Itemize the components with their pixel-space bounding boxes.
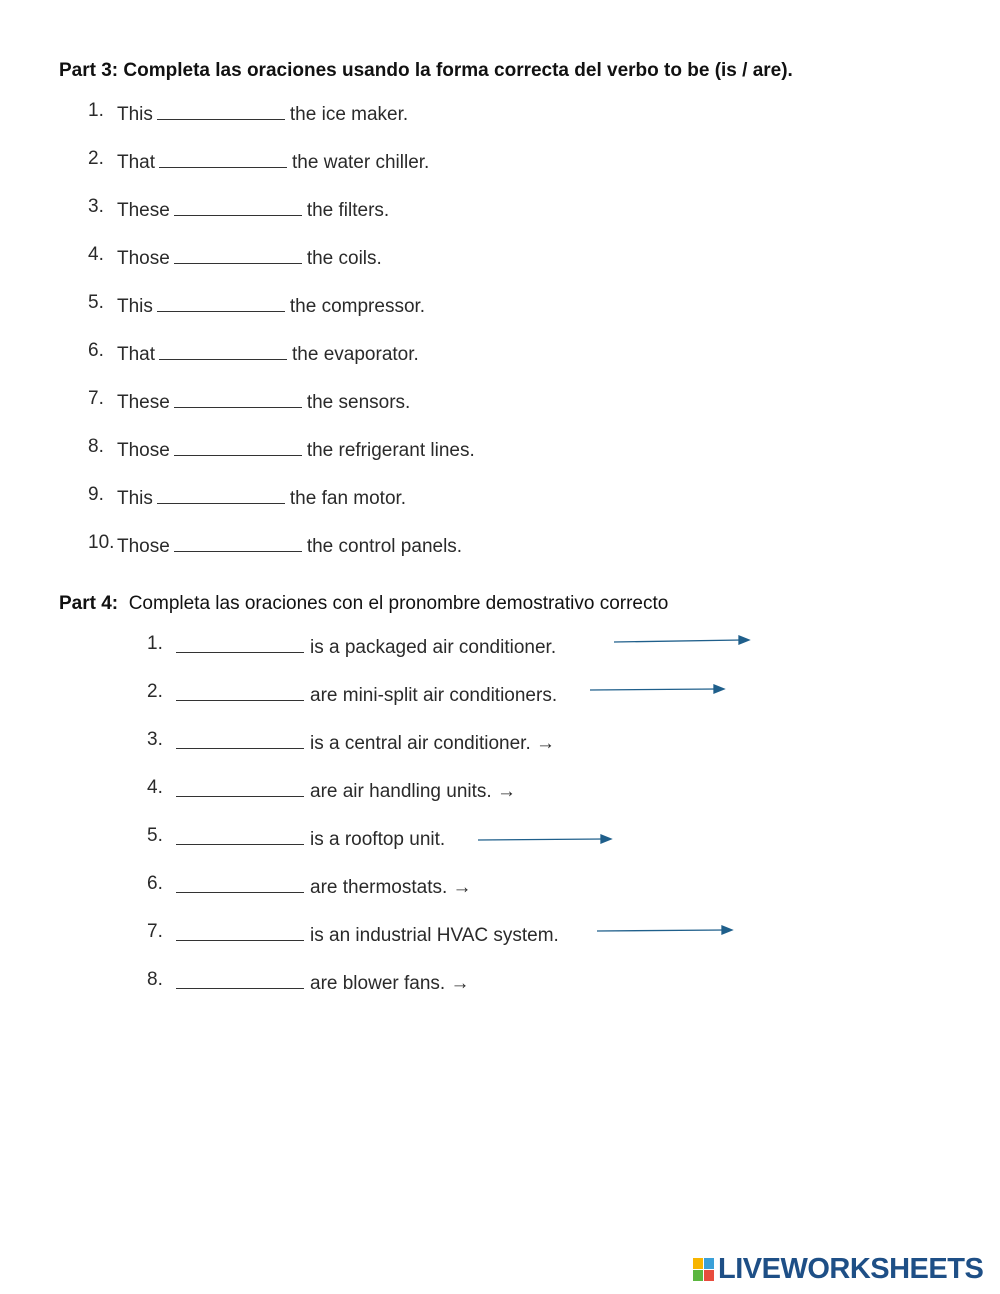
item-subject: These [117,200,170,221]
answer-blank[interactable] [159,339,287,360]
item-number: 7. [88,388,104,409]
item-rest: is a rooftop unit. [310,829,446,850]
answer-blank[interactable] [159,147,287,168]
item-rest: the sensors. [306,392,411,413]
item-rest: the evaporator. [292,344,419,365]
item-number: 5. [147,825,163,846]
item-number: 4. [88,244,104,265]
answer-blank[interactable] [174,387,302,408]
item-number: 8. [88,436,104,457]
answer-blank[interactable] [174,195,302,216]
item-subject: This [117,296,153,317]
answer-blank[interactable] [176,968,304,989]
item-rest: the refrigerant lines. [306,440,475,461]
item-subject: Those [117,440,170,461]
answer-blank[interactable] [176,632,304,653]
item-number: 6. [147,873,163,894]
item-subject: Those [117,536,170,557]
item-subject: That [117,344,156,365]
answer-blank[interactable] [174,243,302,264]
item-number: 3. [88,196,104,217]
item-rest: the fan motor. [289,488,407,509]
part3-heading: Part 3: Completa las oraciones usando la forma correcta del verbo to be (is / are). [59,60,793,81]
arrow-line-icon [478,839,604,840]
item-subject: Those [117,248,170,269]
item-number: 6. [88,340,104,361]
arrow-line-icon [597,930,725,931]
item-subject: These [117,392,170,413]
item-rest: is an industrial HVAC system. [310,925,559,946]
answer-blank[interactable] [157,483,285,504]
item-rest: is a packaged air conditioner. [310,637,557,658]
arrow-line-icon [590,689,717,690]
answer-blank[interactable] [176,680,304,701]
arrow-head-icon [714,685,724,693]
part4-label: Part 4: [59,593,119,614]
item-rest: the coils. [306,248,382,269]
item-number: 5. [88,292,104,313]
item-subject: That [117,152,156,173]
answer-blank[interactable] [176,824,304,845]
item-subject: This [117,104,153,125]
item-rest: the water chiller. [292,152,430,173]
item-number: 1. [88,100,104,121]
arrow-head-icon [601,835,611,843]
answer-blank[interactable] [176,728,304,749]
item-rest: is a central air conditioner. → [310,733,556,754]
item-number: 9. [88,484,104,505]
answer-blank[interactable] [157,291,285,312]
item-rest: are air handling units. → [310,781,516,802]
item-subject: This [117,488,153,509]
answer-blank[interactable] [176,776,304,797]
item-number: 3. [147,729,163,750]
logo-text: LIVEWORKSHEETS [718,1252,984,1285]
item-rest: the filters. [306,200,390,221]
item-number: 2. [88,148,104,169]
item-number: 7. [147,921,163,942]
item-rest: are thermostats. → [310,877,472,898]
item-rest: are mini-split air conditioners. [310,685,558,706]
item-rest: the control panels. [306,536,463,557]
liveworksheets-logo [693,1253,983,1285]
answer-blank[interactable] [176,920,304,941]
item-rest: are blower fans. → [310,973,470,994]
item-number: 8. [147,969,163,990]
logo-blocks-icon [693,1258,714,1281]
answer-blank[interactable] [176,872,304,893]
item-number: 4. [147,777,163,798]
arrow-head-icon [739,636,749,644]
answer-blank[interactable] [174,531,302,552]
answer-blank[interactable] [174,435,302,456]
item-number: 2. [147,681,163,702]
arrow-line-icon [614,640,742,642]
item-number: 10. [88,532,115,553]
arrow-head-icon [722,926,732,934]
part4-instruction: Completa las oraciones con el pronombre demostrativo correcto [128,593,669,614]
part4-heading [59,593,668,615]
answer-blank[interactable] [157,99,285,120]
item-rest: the ice maker. [289,104,409,125]
item-rest: the compressor. [289,296,426,317]
item-number: 1. [147,633,163,654]
